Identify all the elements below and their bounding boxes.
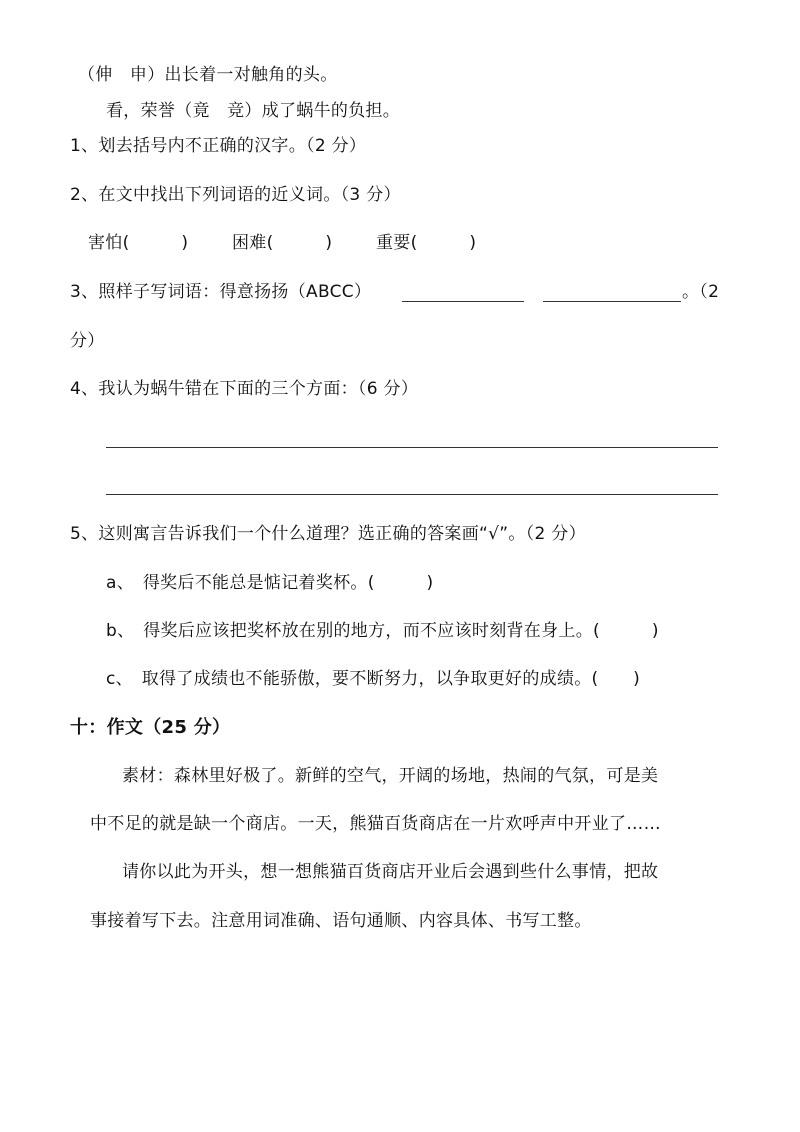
question-5: 5、这则寓言告诉我们一个什么道理？选正确的答案画“√”。（2 分）	[70, 524, 586, 544]
answer-line-2[interactable]	[106, 494, 718, 495]
section-heading: 十：作文（25 分）	[70, 717, 231, 738]
poem-line-1: （伸 申）出长着一对触角的头。	[78, 65, 338, 85]
answer-blank-1[interactable]	[402, 301, 524, 302]
synonym-item-important: 重要( )	[376, 233, 477, 253]
prompt-instruction-line-2: 事接着写下去。注意用词准确、语句通顺、内容具体、书写工整。	[90, 911, 592, 931]
answer-blank-2[interactable]	[543, 301, 681, 302]
synonym-item-difficulty: 困难( )	[232, 233, 333, 253]
question-3-score: 。（2	[682, 282, 720, 302]
question-3	[70, 281, 371, 303]
question-3-score-cont: 分）	[70, 331, 105, 351]
synonym-item-fear: 害怕( )	[88, 233, 189, 253]
question-4: 4、我认为蜗牛错在下面的三个方面：（6 分）	[70, 379, 419, 399]
option-a: a、 得奖后不能总是惦记着奖杯。( )	[106, 573, 434, 593]
question-1: 1、划去括号内不正确的汉字。（2 分）	[70, 136, 367, 156]
answer-line-1[interactable]	[106, 447, 718, 448]
prompt-instruction-line-1: 请你以此为开头，想一想熊猫百货商店开业后会遇到些什么事情，把故	[122, 862, 659, 882]
poem-line-2: 看，荣誉（竟 竞）成了蜗牛的负担。	[106, 101, 401, 121]
option-b: b、 得奖后应该把奖杯放在别的地方，而不应该时刻背在身上。( )	[106, 621, 659, 641]
question-2: 2、在文中找出下列词语的近义词。（3 分）	[70, 185, 401, 205]
question-3-text: 3、照样子写词语：得意扬扬（ABCC）	[70, 282, 372, 302]
prompt-material-line-2: 中不足的就是缺一个商店。一天，熊猫百货商店在一片欢呼声中开业了……	[90, 814, 661, 834]
prompt-material-line-1: 素材：森林里好极了。新鲜的空气，开阔的场地，热闹的气氛，可是美	[122, 766, 659, 786]
option-c: c、 取得了成绩也不能骄傲，要不断努力，以争取更好的成绩。( )	[106, 669, 641, 689]
